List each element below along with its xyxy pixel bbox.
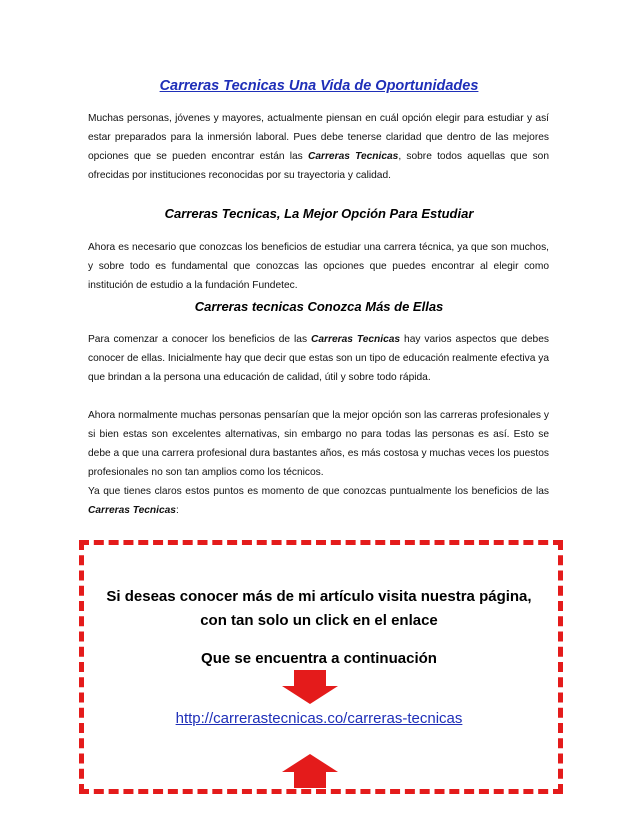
paragraph-2: Ahora es necesario que conozcas los beneficios de estudiar una carrera técnica, ya que son muchos, y sobre todo es fundamental que conozcas las opciones que puedes encontrar al elegir como institución de estudio a la fundación Fundetec. (88, 242, 549, 291)
paragraph-3-before: Para comenzar a conocer los beneficios de las (88, 334, 311, 345)
paragraph-5-after: : (175, 505, 179, 516)
paragraph-4: Ahora normalmente muchas personas pensarían que la mejor opción son las carreras profesionales y si bien estas son excelentes alternativas, sin embargo no para todas las personas es así. Esto se debe a que una carrera profesional dura bastantes años, es más costosa y muchas veces los puestos profesionales no son tan amplios como los técnicos. (88, 410, 549, 478)
paragraph-5-bold-term: Carreras Tecnicas (88, 505, 176, 516)
paragraph-5 (88, 482, 549, 520)
carreras-tecnicas-link[interactable]: http://carrerastecnicas.co/carreras-tecnicas (175, 710, 463, 727)
arrow-down-icon (280, 670, 340, 704)
paragraph-3-after: hay varios aspectos que debes conocer de ellas. Inicialmente hay que decir que estas son un tipo de educación realmente efectiva ya que brindan a la persona una educación de calidad, útil y sobre todo rápida. (88, 334, 549, 383)
paragraph-3 (88, 330, 549, 387)
intro-text-before: Muchas personas, jóvenes y mayores, actualmente piensan en cuál opción elegir para estudiar y así estar preparados para la inmersión laboral. Pues debe tenerse claridad que dentro de las mejores opciones que se pueden encontrar están las (88, 113, 549, 162)
section-heading-2: Carreras tecnicas Conozca Más de Ellas (194, 299, 444, 314)
callout-line-2: con tan solo un click en el enlace (200, 612, 438, 629)
intro-paragraph (88, 109, 549, 185)
intro-bold-term: Carreras Tecnicas (307, 151, 399, 162)
section-heading-1: Carreras Tecnicas, La Mejor Opción Para Estudiar (164, 206, 474, 221)
intro-text-after: , sobre todos aquellas que son ofrecidas por instituciones reconocidas por su trayectoria y calidad. (88, 151, 549, 181)
paragraph-5-before: Ya que tienes claros estos puntos es momento de que conozcas puntualmente los beneficios de las (88, 486, 549, 497)
callout-line-1: Si deseas conocer más de mi artículo visita nuestra página, (106, 588, 532, 605)
callout-line-3: Que se encuentra a continuación (201, 650, 437, 667)
document-title: Carreras Tecnicas Una Vida de Oportunidades (159, 78, 479, 94)
paragraph-3-bold-term: Carreras Tecnicas (311, 334, 401, 345)
arrow-up-icon (280, 754, 340, 788)
